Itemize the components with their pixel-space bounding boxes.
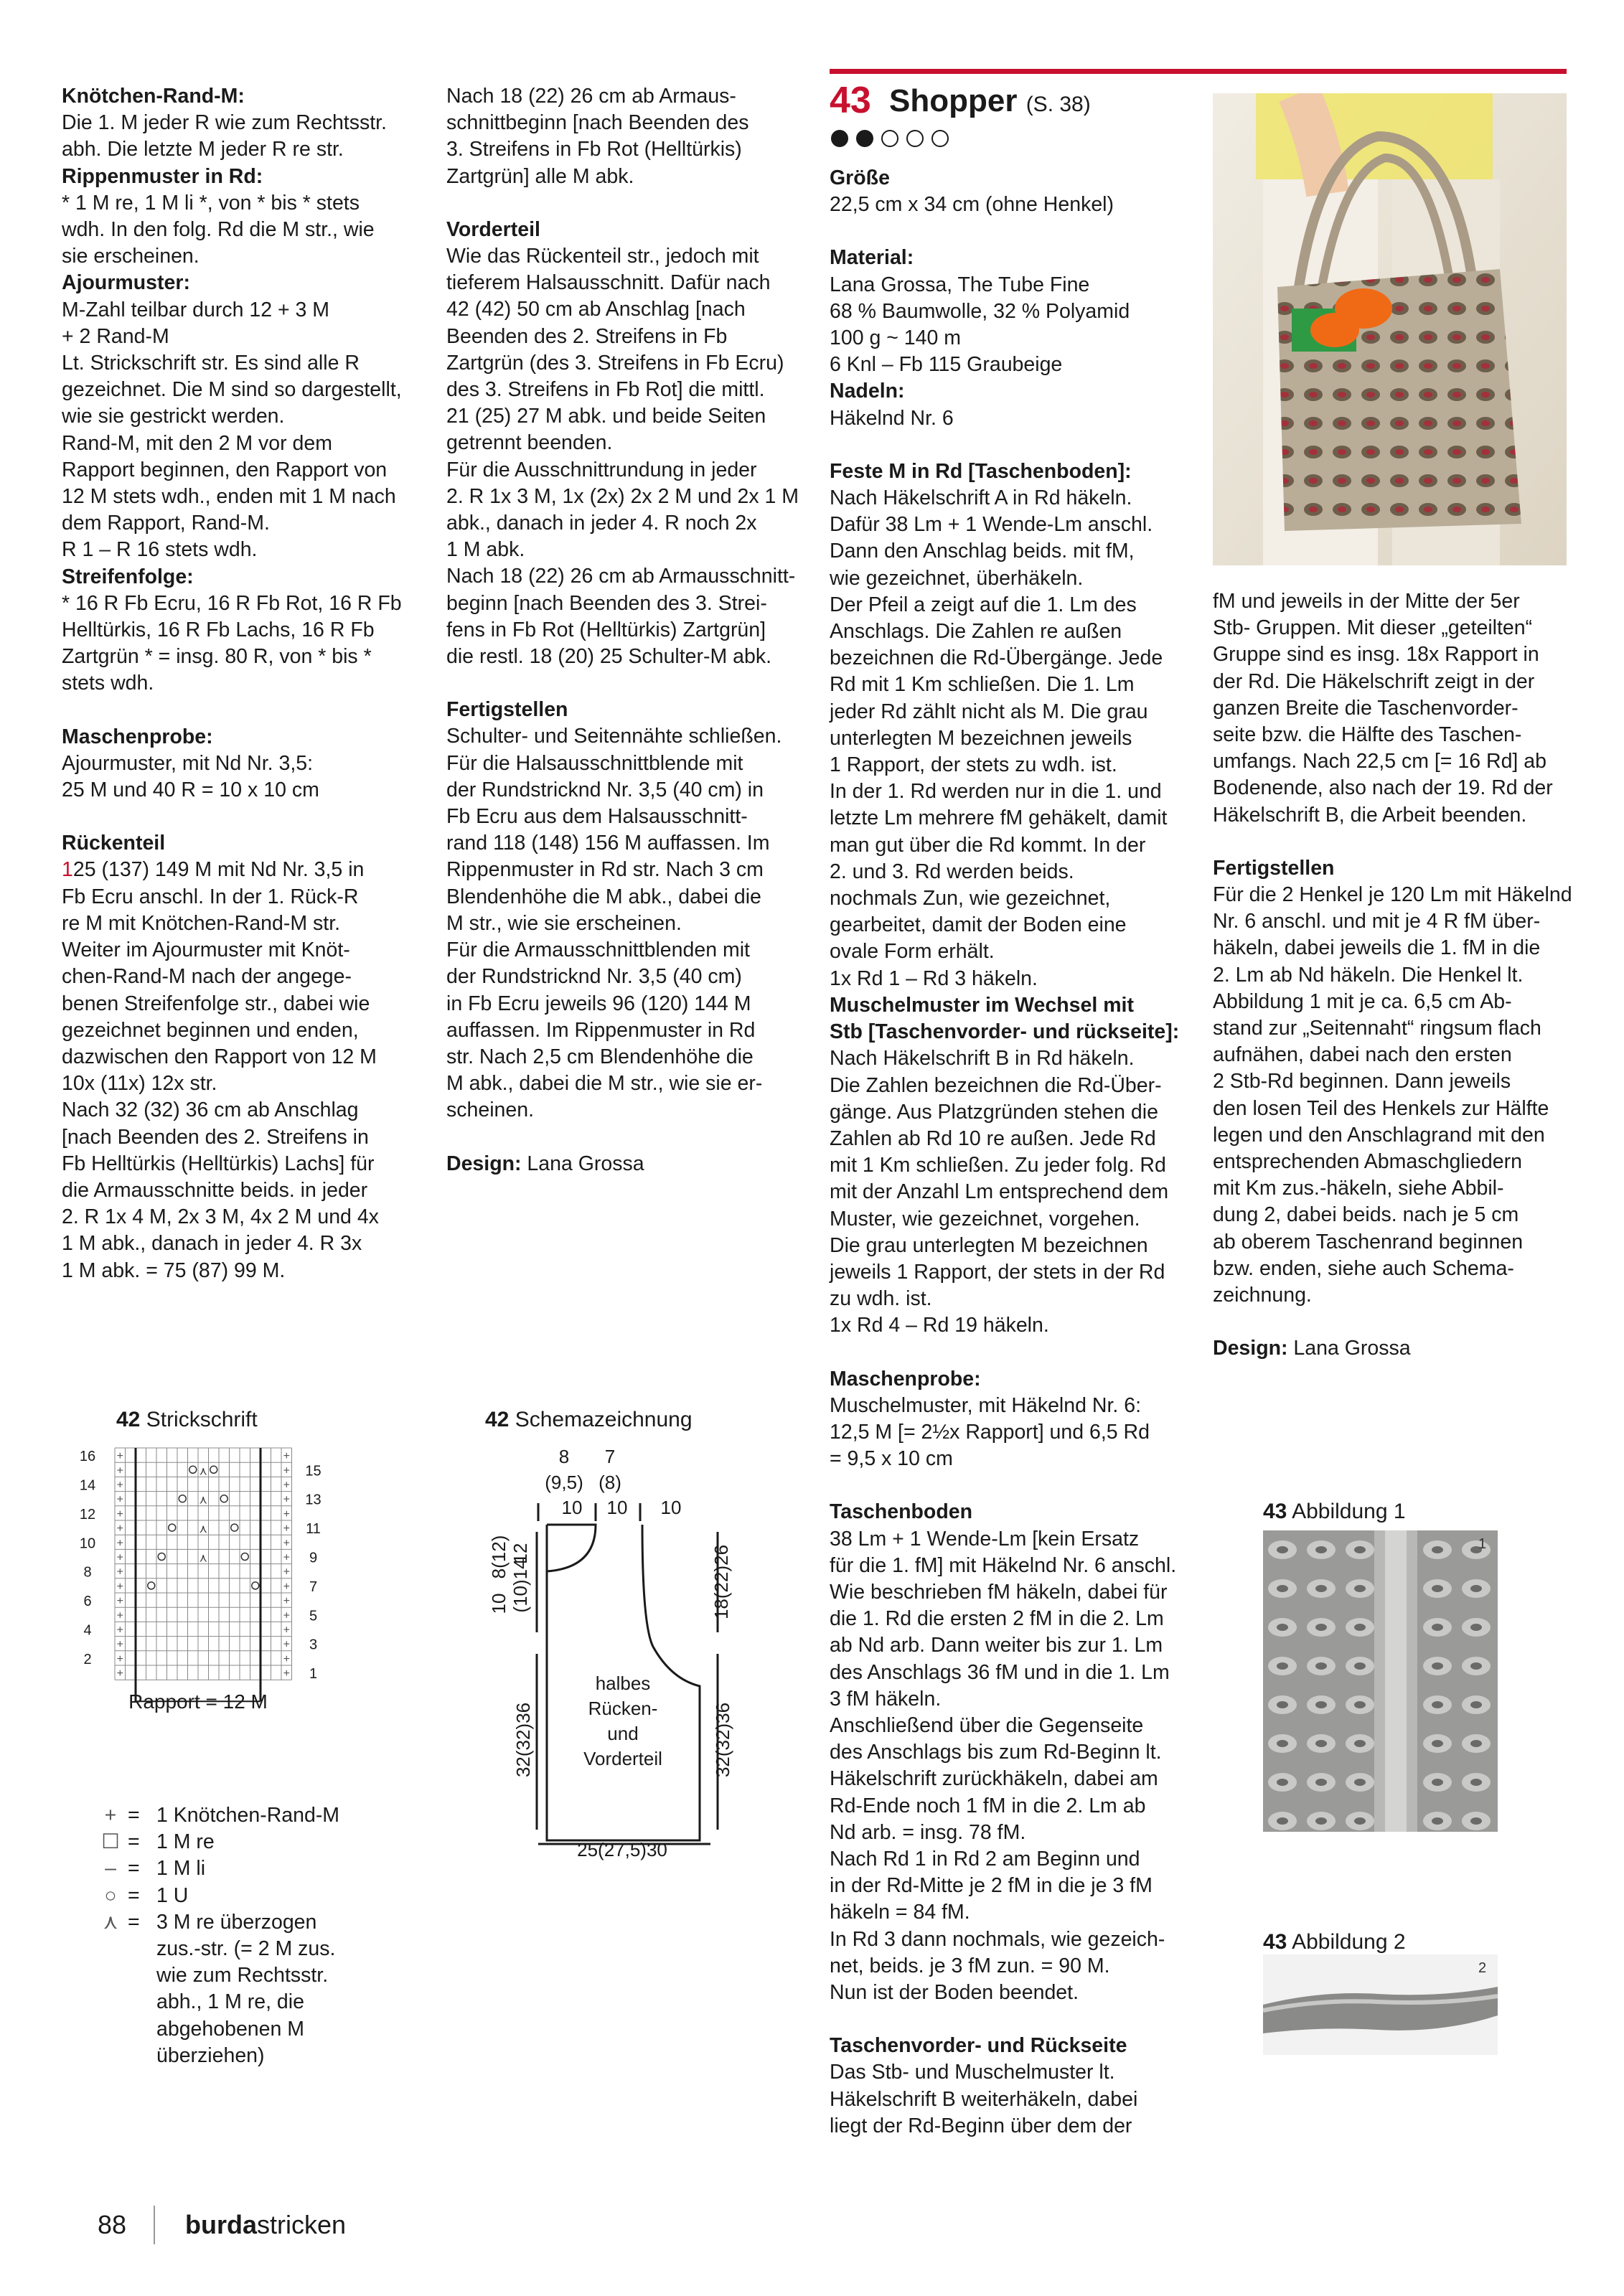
section-heading: Taschenvorder- und Rückseite	[830, 2034, 1127, 2058]
schema-label-2: Rücken-	[588, 1698, 658, 1719]
row-number-right: 9	[309, 1550, 318, 1566]
section-heading: Maschenprobe:	[62, 725, 213, 748]
dim-right-mid: 32(32)36	[712, 1702, 733, 1778]
plus-icon: +	[116, 1609, 123, 1622]
section-rule	[830, 69, 1567, 74]
section-heading: Rückenteil	[62, 832, 166, 855]
dim-top-g: 10	[660, 1497, 682, 1518]
plus-icon: +	[283, 1537, 290, 1550]
legend-text: 1 U	[156, 1883, 189, 1907]
circle-icon	[252, 1582, 259, 1589]
legend-row	[93, 1883, 429, 1909]
brand-logo: burdastricken	[185, 2210, 347, 2239]
title-text: Shopper	[889, 83, 1018, 118]
section-heading: Maschenprobe:	[830, 1367, 981, 1391]
row-number-right: 15	[305, 1463, 321, 1479]
spacer	[62, 804, 421, 830]
body-text: Nach 18 (22) 26 cm ab Armaus- schnittbeginn [nach Beenden des 3. Streifens in Fb Rot (Helltürkis) Zartgrün] alle M abk.	[446, 85, 749, 188]
plus-icon: +	[283, 1551, 290, 1564]
section-heading: Nadeln:	[830, 380, 905, 403]
section-heading: Feste M in Rd [Taschenboden]:	[830, 459, 1132, 483]
abb2-photo	[1263, 1954, 1498, 2055]
decrease-icon: ⋏	[199, 1465, 208, 1478]
section-heading: Ajourmuster:	[62, 271, 190, 295]
spacer	[1213, 1309, 1575, 1335]
abb2-caption: 43 Abbildung 2	[1263, 1930, 1406, 1954]
section-heading: Knötchen-Rand-M:	[62, 85, 245, 108]
row-number-right: 5	[309, 1608, 318, 1624]
schema-drawing	[481, 1439, 782, 1883]
body-text: Ajourmuster, mit Nd Nr. 3,5: 25 M und 40 R = 10 x 10 cm	[62, 751, 319, 802]
abb1-tag: 1	[1478, 1536, 1487, 1552]
pattern-title	[889, 83, 1091, 119]
body-text: Wie das Rückenteil str., jedoch mit tieferem Halsausschnitt. Dafür nach 42 (42) 50 cm ab Anschlag [nach Beenden des 2. Streifens in Fb Zartgrün (des 3. Streifens in Fb Ecru) des 3. Streifens in Fb Rot] die mittl. 21 (25) 27 M abk. und beide Seiten getrennt beenden. Für die Ausschnittrundung in jeder 2. R 1x 3 M, 1x (2x) 2x 2 M und 2x 1 M abk., danach in jeder 4. R noch 2x 1 M abk. Nach 18 (22) 26 cm ab Armausschnitt- beginn [nach Beenden des 3. Strei- fens in Fb Rot (Helltürkis) Zartgrün] die restl. 18 (20) 25 Schulter-M abk.	[446, 245, 799, 669]
plus-icon: +	[283, 1667, 290, 1680]
plus-icon: +	[116, 1523, 123, 1535]
plus-icon: +	[283, 1624, 290, 1637]
circle-icon	[179, 1495, 186, 1502]
plus-icon: +	[116, 1595, 123, 1608]
body-text: Häkelnd Nr. 6	[830, 406, 954, 430]
plus-icon: +	[283, 1450, 290, 1463]
body-text: Schulter- und Seitennähte schließen. Für die Halsausschnittblende mit der Rundstricknd Nr. 3,5 (40 cm) in Fb Ecru aus dem Halsausschnitt- rand 118 (148) 156 M auffassen. Im Rippenmuster in Rd str. Nach 3 cm Blendenhöhe die M abk., dabei die M str., wie sie erscheinen. Für die Armausschnittblenden mit der Rundstricknd Nr. 3,5 (40 cm) in Fb Ecru jeweils 96 (120) 144 M auffassen. Im Rippenmuster in Rd str. Nach 2,5 cm Blendenhöhe die M abk., dabei die M str., wie sie er- scheinen.	[446, 725, 782, 1122]
row-number-left: 10	[79, 1535, 96, 1552]
dim-right-top: 18(22)26	[710, 1544, 732, 1620]
row-number-left: 12	[79, 1506, 96, 1523]
abb1-photo	[1263, 1530, 1498, 1832]
plus-icon: +	[283, 1566, 290, 1578]
column-2	[446, 83, 809, 1177]
body-text: 125 (137) 149 M mit Nd Nr. 3,5 in Fb Ecru anschl. In der 1. Rück-R re M mit Knötchen-Rand-M str. Weiter im Ajourmuster mit Knöt- chen-Rand-M nach der angege- benen Streifenfolge str., dabei wie gezeichnet beginnen und enden, dazwischen den Rapport von 12 M 10x (11x) 12x str. Nach 32 (32) 36 cm ab Anschlag [nach Beenden des 2. Streifens in Fb Helltürkis (Helltürkis) Lachs] für die Armausschnitte beids. in jeder 2. R 1x 4 M, 2x 3 M, 4x 2 M und 4x 1 M abk., danach in jeder 4. R 3x 1 M abk. = 75 (87) 99 M.	[62, 858, 379, 1282]
spacer	[830, 432, 1192, 458]
legend-row	[93, 1855, 429, 1882]
spacer	[446, 1124, 809, 1151]
row-number-left: 6	[83, 1594, 92, 1610]
plus-icon: +	[116, 1667, 123, 1680]
spacer	[446, 190, 809, 217]
page-ref: (S. 38)	[1025, 93, 1091, 116]
plus-icon: +	[116, 1580, 123, 1593]
plus-icon: +	[283, 1609, 290, 1622]
section-heading: Streifenfolge:	[62, 565, 194, 588]
column-3	[830, 165, 1192, 2140]
dim-top-e: 10	[561, 1497, 583, 1518]
page-number: 88	[98, 2210, 127, 2239]
equals-sign: =	[128, 1883, 140, 1907]
spacer	[1213, 829, 1575, 855]
row-number-left: 2	[83, 1651, 92, 1667]
plus-icon: +	[104, 1804, 117, 1827]
knitting-chart	[72, 1442, 380, 1729]
plus-icon: +	[116, 1624, 123, 1637]
schema-label-3: und	[607, 1723, 639, 1744]
plus-icon: +	[283, 1479, 290, 1492]
plus-icon: +	[116, 1537, 123, 1550]
row-number-left: 4	[83, 1622, 92, 1639]
credit-label: Design:	[446, 1152, 522, 1175]
circle-icon	[210, 1466, 217, 1473]
difficulty-dot-empty	[906, 130, 924, 147]
section-heading: Fertigstellen	[446, 698, 568, 722]
circle-icon	[220, 1495, 227, 1502]
dash-icon: –	[105, 1857, 116, 1881]
plus-icon: +	[116, 1450, 123, 1463]
plus-icon: +	[283, 1580, 290, 1593]
difficulty-dot-empty	[931, 130, 949, 147]
dim-top-c: (9,5)	[545, 1472, 583, 1493]
legend-row	[93, 1802, 429, 1829]
plus-icon: +	[116, 1551, 123, 1564]
square-icon: ☐	[101, 1830, 120, 1854]
equals-sign: =	[128, 1910, 140, 1934]
body-text: Nach Häkelschrift A in Rd häkeln. Dafür 38 Lm + 1 Wende-Lm anschl. Dann den Anschlag beids. mit fM, wie gezeichnet, überhäkeln. Der Pfeil a zeigt auf die 1. Lm des Anschlags. Die Zahlen re außen bezeichnen die Rd-Übergänge. Jede Rd mit 1 Km schließen. Die 1. Lm jeder Rd zählt nicht als M. Die grau unterlegten M bezeichnen jeweils 1 Rapport, der stets zu wdh. ist. In der 1. Rd werden nur in die 1. und letzte Lm mehrere fM gehäkelt, damit man gut über die Rd kommt. In der 2. und 3. Rd werden beids. nochmals Zun, wie gezeichnet, gearbeitet, damit der Boden eine ovale Form erhält. 1x Rd 1 – Rd 3 häkeln.	[830, 486, 1168, 990]
section-heading: Material:	[830, 246, 914, 270]
chart-caption: 42 Strickschrift	[116, 1408, 258, 1431]
plus-icon: +	[116, 1507, 123, 1520]
row-number-left: 14	[79, 1477, 96, 1494]
equals-sign: =	[128, 1857, 140, 1881]
spacer	[446, 670, 809, 697]
circle-icon	[231, 1524, 238, 1531]
dim-top-f: 10	[606, 1497, 628, 1518]
difficulty-dot-filled	[856, 130, 873, 147]
row-number-left: 16	[79, 1449, 96, 1465]
row-number-right: 13	[305, 1492, 321, 1508]
chart-legend	[93, 1802, 429, 2069]
pattern-number: 43	[830, 80, 871, 121]
credit-line	[1213, 1335, 1575, 1362]
dim-top-d: (8)	[599, 1472, 621, 1493]
plus-icon: +	[116, 1566, 123, 1578]
section-heading: Vorderteil	[446, 217, 540, 241]
decrease-icon: ⋏	[199, 1552, 208, 1565]
credit-label: Design:	[1213, 1337, 1288, 1360]
column-4	[1213, 588, 1575, 1362]
section-heading: Taschenboden	[830, 1500, 972, 1524]
body-text: * 1 M re, 1 M li *, von * bis * stets wdh. In den folg. Rd die M str., wie sie erscheinen.	[62, 191, 375, 268]
body-text: M-Zahl teilbar durch 12 + 3 M + 2 Rand-M Lt. Strickschrift str. Es sind alle R gezeichnet. Die M sind so dargestellt, wie sie gestrickt werden. Rand-M, mit den 2 M vor dem Rapport beginnen, den Rapport von 12 M stets wdh., enden mit 1 M nach dem Rapport, Rand-M. R 1 – R 16 stets wdh.	[62, 298, 402, 562]
credit-value: Lana Grossa	[1287, 1337, 1411, 1360]
legend-row	[93, 1909, 429, 2069]
legend-text: 3 M re überzogen zus.-str. (= 2 M zus. wie zum Rechtsstr. abh., 1 M re, die abgehobenen M überziehen)	[156, 1910, 336, 2067]
plus-icon: +	[283, 1493, 290, 1506]
credit-value: Lana Grossa	[521, 1152, 644, 1175]
row-number-right: 11	[306, 1521, 321, 1538]
body-text: Nach Häkelschrift B in Rd häkeln. Die Zahlen bezeichnen die Rd-Über- gänge. Aus Platzgründen stehen die Zahlen ab Rd 10 re außen. Jede Rd mit 1 Km schließen. Zu jeder folg. Rd mit der Anzahl Lm entsprechend dem Muster, wie gezeichnet, vorgehen. Die grau unterlegten M bezeichnen jeweils 1 Rapport, der stets in der Rd zu wdh. ist. 1x Rd 4 – Rd 19 häkeln.	[830, 1047, 1169, 1337]
plus-icon: +	[116, 1464, 123, 1477]
legend-row	[93, 1829, 429, 1855]
plus-icon: +	[283, 1507, 290, 1520]
dim-left-mid: 32(32)36	[512, 1702, 534, 1778]
spacer	[830, 2006, 1192, 2033]
spacer	[830, 1340, 1192, 1366]
dim-top-a: 8	[558, 1446, 570, 1467]
body-text: Lana Grossa, The Tube Fine 68 % Baumwolle, 32 % Polyamid 100 g ~ 140 m 6 Knl – Fb 115 Graubeige	[830, 273, 1130, 377]
plus-icon: +	[283, 1652, 290, 1665]
body-text: * 16 R Fb Ecru, 16 R Fb Rot, 16 R Fb Helltürkis, 16 R Fb Lachs, 16 R Fb Zartgrün * = insg. 80 R, von * bis * stets wdh.	[62, 591, 402, 695]
section-heading: Größe	[830, 166, 890, 189]
dim-left-4: 12	[510, 1543, 531, 1564]
circle-icon	[158, 1553, 165, 1561]
circle-icon	[148, 1582, 155, 1589]
difficulty-dot-filled	[831, 130, 848, 147]
body-text: 38 Lm + 1 Wende-Lm [kein Ersatz für die 1. fM] mit Häkelnd Nr. 6 anschl. Wie beschrieben fM häkeln, dabei für die 1. Rd die ersten 2 fM in die 2. Lm ab Nd arb. Dann weiter bis zur 1. Lm des Anschlags 36 fM und in die 1. Lm 3 fM häkeln. Anschließend über die Gegenseite des Anschlags bis zum Rd-Beginn lt. Häkelschrift zurückhäkeln, dabei am Rd-Ende noch 1 fM in die 2. Lm ab Nd arb. = insg. 78 fM. Nach Rd 1 in Rd 2 am Beginn und in der Rd-Mitte je 2 fM in die je 3 fM häkeln = 84 fM. In Rd 3 dann nochmals, wie gezeich- net, beids. je 3 fM zun. = 90 M. Nun ist der Boden beendet.	[830, 1527, 1177, 2004]
circle-icon	[169, 1524, 176, 1531]
difficulty-dot-empty	[881, 130, 898, 147]
circle-icon	[189, 1466, 197, 1473]
shopper-photo	[1213, 93, 1567, 565]
difficulty-rating	[831, 130, 949, 147]
body-text: 22,5 cm x 34 cm (ohne Henkel)	[830, 193, 1114, 217]
decrease-icon: ⋏	[199, 1494, 208, 1507]
plus-icon: +	[116, 1493, 123, 1506]
plus-icon: +	[283, 1595, 290, 1608]
red-marker: 1	[62, 858, 73, 882]
schema-caption: 42 Schemazeichnung	[485, 1408, 693, 1431]
equals-sign: =	[128, 1830, 140, 1854]
plus-icon: +	[116, 1652, 123, 1665]
abb2-tag: 2	[1478, 1960, 1487, 1976]
circle-icon: ○	[104, 1883, 117, 1907]
schema-label-4: Vorderteil	[583, 1748, 662, 1769]
row-number-right: 3	[309, 1637, 318, 1653]
spacer	[830, 218, 1192, 245]
legend-text: 1 M li	[156, 1857, 206, 1881]
plus-icon: +	[283, 1523, 290, 1535]
credit-line	[446, 1151, 809, 1177]
row-number-right: 7	[309, 1578, 318, 1595]
plus-icon: +	[116, 1638, 123, 1651]
section-heading: Muschelmuster im Wechsel mit Stb [Taschenvorder- und rückseite]:	[830, 993, 1180, 1044]
circle-icon	[241, 1553, 248, 1561]
body-text: Muschelmuster, mit Häkelnd Nr. 6: 12,5 M [= 2½x Rapport] und 6,5 Rd = 9,5 x 10 cm	[830, 1393, 1150, 1471]
equals-sign: =	[128, 1804, 140, 1827]
decrease-icon: ⋏	[199, 1523, 208, 1536]
dim-left-3: 8(12)	[488, 1535, 510, 1579]
body-text: Die 1. M jeder R wie zum Rechtsstr. abh. Die letzte M jeder R re str.	[62, 111, 387, 161]
schema-label-1: halbes	[595, 1672, 651, 1694]
body-text: Für die 2 Henkel je 120 Lm mit Häkelnd Nr. 6 anschl. und mit je 4 R fM über- häkeln, dabei jeweils die 1. fM in die 2. Lm ab Nd häkeln. Die Henkel lt. Abbildung 1 mit je ca. 6,5 cm Ab- stand zur „Seitennaht“ ringsum flach aufnähen, dabei nach den ersten 2 Stb-Rd beginnen. Dann jeweils den losen Teil des Henkels zur Hälfte legen und den Anschlagrand mit den entsprechenden Abmaschgliedern mit Km zus.-häkeln, siehe Abbil- dung 2, dabei beids. nach je 5 cm ab oberem Taschenrand beginnen bzw. enden, siehe auch Schema- zeichnung.	[1213, 883, 1572, 1307]
footer-divider	[154, 2206, 155, 2244]
dim-top-b: 7	[604, 1446, 616, 1467]
rapport-label: Rapport = 12 M	[128, 1690, 268, 1713]
plus-icon: +	[283, 1464, 290, 1477]
dim-left-1: 10	[488, 1593, 510, 1614]
column-1	[62, 83, 421, 1284]
legend-text: 1 Knötchen-Rand-M	[156, 1804, 340, 1827]
decrease-icon: ⋏	[103, 1910, 118, 1934]
section-heading: Fertigstellen	[1213, 856, 1335, 880]
dim-left-2: (10)14	[510, 1558, 531, 1613]
abb1-caption: 43 Abbildung 1	[1263, 1500, 1406, 1523]
plus-icon: +	[116, 1479, 123, 1492]
plus-icon: +	[283, 1638, 290, 1651]
body-text: fM und jeweils in der Mitte der 5er Stb- Gruppen. Mit dieser „geteilten“ Gruppe sind es insg. 18x Rapport in der Rd. Die Häkelschrift zeigt in der ganzen Breite die Taschenvorder- seite bzw. die Hälfte des Taschen- umfangs. Nach 22,5 cm [= 16 Rd] ab Bodenende, also nach der 19. Rd der Häkelschrift B, die Arbeit beenden.	[1213, 590, 1553, 827]
dim-bottom: 25(27,5)30	[577, 1839, 667, 1860]
body-text: Das Stb- und Muschelmuster lt. Häkelschrift B weiterhäkeln, dabei liegt der Rd-Beginn über dem der	[830, 2061, 1138, 2137]
row-number-left: 8	[83, 1564, 92, 1581]
spacer	[830, 1472, 1192, 1499]
row-number-right: 1	[309, 1666, 318, 1683]
section-heading: Rippenmuster in Rd:	[62, 164, 263, 188]
spacer	[62, 697, 421, 724]
legend-text: 1 M re	[156, 1830, 215, 1854]
